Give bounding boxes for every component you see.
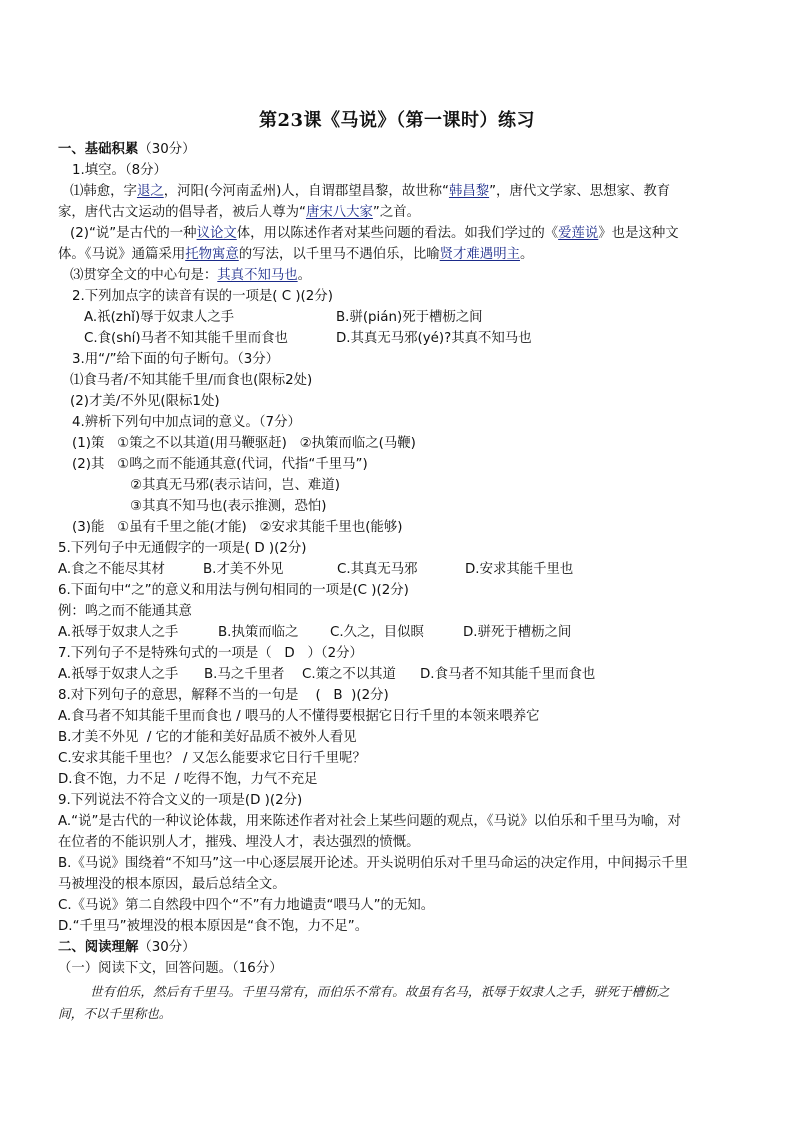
q1-line2: 家，唐代古文运动的倡导者，被后人尊为“唐宋八大家”之首。 xyxy=(58,205,421,220)
q1-line3: (2)“说”是古代的一种议论文体，用以陈述作者对某些问题的看法。如我们学过的《爱莲说》也是这种文 xyxy=(70,226,679,241)
q1-line1: ⑴韩愈，字退之，河阳(今河南孟州)人，自谓郡望昌黎，故世称“韩昌黎”，唐代文学家、思想家、教育 xyxy=(70,184,671,199)
q4-head: 4.辨析下列句中加点词的意义。（7分） xyxy=(72,415,301,430)
q4-line4: ③其真不知马也(表示推测，恐怕) xyxy=(130,499,327,514)
q7-options: A.祇辱于奴隶人之手 B.马之千里者 C.策之不以其道 D.食马者不知其能千里而食也 xyxy=(58,667,596,682)
q5-head: 5.下列句子中无通假字的一项是( D )(2分) xyxy=(58,541,307,556)
q1-line5: ⑶贯穿全文的中心句是：其真不知马也。 xyxy=(70,268,312,283)
q8-option-a: A.食马者不知其能千里而食也 / 喂马的人不懂得要根据它日行千里的本领来喂养它 xyxy=(58,709,540,724)
q3-line2: (2)才美/不外见(限标1处) xyxy=(70,394,220,409)
q4-line3: ②其真无马邪(表示诘问，岂、难道) xyxy=(130,478,340,493)
page-title: 第23课《马说》（第一课时）练习 xyxy=(258,110,536,131)
q9-head: 9.下列说法不符合文义的一项是(D )(2分) xyxy=(58,793,303,808)
q4-line2: (2)其 ①鸣之而不能通其意(代词，代指“千里马”) xyxy=(72,457,368,472)
q1-line4: 体。《马说》通篇采用托物寓意的写法，以千里马不遇伯乐，比喻贤才难遇明主。 xyxy=(58,247,534,262)
q6-head: 6.下面句中“之”的意义和用法与例句相同的一项是(C )(2分) xyxy=(58,583,409,598)
q8-option-d: D.食不饱，力不足 / 吃得不饱，力气不充足 xyxy=(58,772,318,787)
q9-option-b-line2: 马被埋没的根本原因，最后总结全文。 xyxy=(58,877,286,892)
q9-option-b-line1: B.《马说》围绕着“不知马”这一中心逐层展开论述。开头说明伯乐对千里马命运的决定作用，中间揭示千里 xyxy=(58,856,688,871)
q6-example: 例：鸣之而不能通其意 xyxy=(58,604,192,619)
q3-head: 3.用“/”给下面的句子断句。（3分） xyxy=(72,352,280,367)
q4-line5: (3)能 ①虽有千里之能(才能) ②安求其能千里也(能够) xyxy=(72,520,403,535)
q4-line1: (1)策 ①策之不以其道(用马鞭驱赶) ②执策而临之(马鞭) xyxy=(72,436,416,451)
q2-options-row2: C.食(shí)马者不知其能千里而食也 D.其真无马邪(yé)?其真不知马也 xyxy=(84,331,532,346)
q9-option-a-line1: A.“说”是古代的一种议论体裁，用来陈述作者对社会上某些问题的观点，《马说》以伯乐和千里马为喻，对 xyxy=(58,814,681,829)
q9-option-c: C.《马说》第二自然段中四个“不”有力地谴责“喂马人”的无知。 xyxy=(58,898,435,913)
q9-option-a-line2: 在位者的不能识别人才，摧残、埋没人才，表达强烈的愤慨。 xyxy=(58,835,420,850)
q5-options: A.食之不能尽其材 B.才美不外见 C.其真无马邪 D.安求其能千里也 xyxy=(58,562,574,577)
q7-head: 7.下列句子不是特殊句式的一项是（ D ）（2分） xyxy=(58,646,363,661)
q1-head: 1.填空。（8分） xyxy=(72,163,167,178)
passage-line2: 间，不以千里称也。 xyxy=(58,1006,172,1021)
q9-option-d: D.“千里马”被埋没的根本原因是“食不饱，力不足”。 xyxy=(58,919,369,934)
q8-option-c: C.安求其能千里也？ / 又怎么能要求它日行千里呢？ xyxy=(58,751,366,766)
section-heading-basics: 一、基础积累（30分） xyxy=(58,142,196,157)
q2-head: 2.下列加点字的读音有误的一项是( C )(2分) xyxy=(72,289,333,304)
reading-part1-head: （一）阅读下文，回答问题。（16分） xyxy=(58,961,283,976)
q2-options-row1: A.祇(zhǐ)辱于奴隶人之手 B.骈(pián)死于槽枥之间 xyxy=(84,310,483,325)
q6-options: A.祇辱于奴隶人之手 B.执策而临之 C.久之，目似瞑 D.骈死于槽枥之间 xyxy=(58,625,572,640)
q8-option-b: B.才美不外见 / 它的才能和美好品质不被外人看见 xyxy=(58,730,357,745)
q3-line1: ⑴食马者/不知其能千里/而食也(限标2处) xyxy=(70,373,313,388)
section-heading-reading: 二、阅读理解（30分） xyxy=(58,940,196,955)
q8-head: 8.对下列句子的意思，解释不当的一句是 ( B )(2分) xyxy=(58,688,389,703)
passage-line1: 世有伯乐，然后有千里马。千里马常有，而伯乐不常有。故虽有名马，祇辱于奴隶人之手，骈死于槽枥之 xyxy=(90,984,670,999)
